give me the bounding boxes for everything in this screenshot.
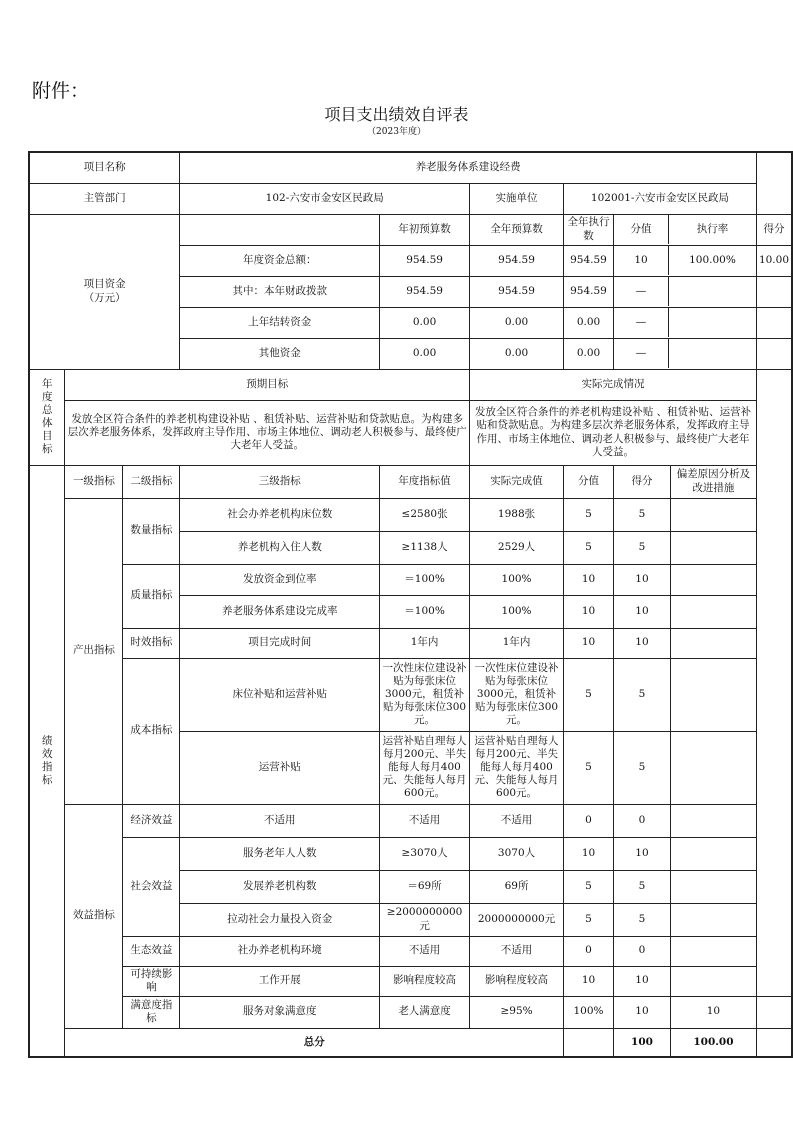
funds-unit: （万元） <box>83 291 126 304</box>
funds-header-cells <box>614 214 757 245</box>
self-evaluation-table <box>28 151 793 1058</box>
indicator-score: 0 <box>614 936 671 966</box>
indicator-deviation <box>756 996 792 1028</box>
funds-header-score: 得分 <box>756 214 792 245</box>
indicator-name: 运营补贴 <box>180 731 380 804</box>
indicator-name: 养老服务体系建设完成率 <box>180 595 380 628</box>
funds-initial: 954.59 <box>380 276 470 307</box>
header-target: 年度指标值 <box>380 465 470 498</box>
indicator-name: 拉动社会力量投入资金 <box>180 903 380 936</box>
funds-header-score-value: 分值 <box>614 215 669 244</box>
funds-header-annual: 全年预算数 <box>470 214 564 245</box>
header-actual: 实际完成值 <box>470 465 564 498</box>
level2-cost: 成本指标 <box>123 658 180 804</box>
goals-label-char: 总 <box>41 403 53 416</box>
indicator-actual: 不适用 <box>470 804 564 837</box>
header-level3: 三级指标 <box>180 465 380 498</box>
indicator-actual: 3070人 <box>470 837 564 870</box>
indicator-name: 服务老年人人数 <box>180 837 380 870</box>
indicator-score: 5 <box>614 731 671 804</box>
funds-header-initial: 年初预算数 <box>380 214 470 245</box>
indicator-target: 1年内 <box>380 628 470 658</box>
indicator-value: 0 <box>564 804 614 837</box>
indicator-deviation <box>670 531 756 564</box>
indicator-deviation <box>670 658 756 731</box>
dept-value: 102-六安市金安区民政局 <box>180 183 470 214</box>
funds-rate <box>669 277 756 306</box>
indicator-name: 工作开展 <box>180 966 380 996</box>
goals-label <box>29 369 65 465</box>
indicator-actual: 2529人 <box>470 531 564 564</box>
indicator-value: 0 <box>564 936 614 966</box>
impl-label: 实施单位 <box>470 183 564 214</box>
indicator-actual: 影响程度较高 <box>470 966 564 996</box>
funds-rate: 100.00% <box>689 253 736 266</box>
funds-exec: 954.59 <box>564 245 614 276</box>
indicator-deviation <box>670 870 756 903</box>
funds-rate <box>669 308 756 337</box>
total-score: 100.00 <box>670 1028 756 1057</box>
indicator-deviation <box>670 628 756 658</box>
indicator-target: ≥95% <box>470 996 564 1028</box>
page-title: 项目支出绩效自评表 <box>324 105 469 124</box>
indicator-target: ＝69所 <box>380 870 470 903</box>
project-name-value: 养老服务体系建设经费 <box>180 152 757 183</box>
funds-split-cell <box>614 307 757 338</box>
indicator-target: ≤2580张 <box>380 498 470 531</box>
indicator-actual: 100% <box>470 595 564 628</box>
goals-label-char: 体 <box>41 417 53 429</box>
funds-label-cell <box>29 214 180 369</box>
indicator-value: 10 <box>564 837 614 870</box>
header-deviation: 偏差原因分析及改进措施 <box>670 465 756 498</box>
indicator-target: 运营补贴自理每人每月200元、半失能每人每月400元、失能每人每月600元。 <box>380 731 470 804</box>
indicators-label <box>29 465 65 1057</box>
indicator-value: 5 <box>564 731 614 804</box>
dept-label: 主管部门 <box>29 183 180 214</box>
indicator-name: 老人满意度 <box>380 996 470 1028</box>
funds-initial: 954.59 <box>380 245 470 276</box>
indicator-target: ＝100% <box>380 564 470 595</box>
indicator-value: 10 <box>614 996 671 1028</box>
indicator-value: 10 <box>564 595 614 628</box>
expected-goal-text: 发放全区符合条件的养老机构建设补贴 、租赁补贴、运营补贴和贷款贴息。为构建多层次养老服务体系，发挥政府主导作用、市场主体地位、调动老人积极参与、最终使广大老年人受益。 <box>65 400 470 465</box>
indicator-target: 影响程度较高 <box>380 966 470 996</box>
indicator-value: 5 <box>564 903 614 936</box>
funds-score: 10.00 <box>756 245 792 276</box>
total-blank <box>564 1028 614 1057</box>
level1-satisfaction: 满意度指标 <box>123 996 180 1028</box>
indicator-actual: 100% <box>564 996 614 1028</box>
indicator-actual: 1年内 <box>470 628 564 658</box>
attachment-label: 附件： <box>32 80 90 102</box>
indicator-value: 5 <box>564 498 614 531</box>
indicator-score: 10 <box>614 837 671 870</box>
indicator-actual: 1988张 <box>470 498 564 531</box>
indicator-score: 5 <box>614 531 671 564</box>
level2-social: 社会效益 <box>123 837 180 936</box>
funds-row-name: 年度资金总额： <box>180 245 380 276</box>
header-level1: 一级指标 <box>65 465 123 498</box>
level2-ecological: 生态效益 <box>123 936 180 966</box>
indicator-deviation <box>670 903 756 936</box>
actual-goal-header: 实际完成情况 <box>470 369 757 400</box>
funds-exec: 954.59 <box>564 276 614 307</box>
header-score: 得分 <box>614 465 671 498</box>
indicator-name: 床位补贴和运营补贴 <box>180 658 380 731</box>
funds-score-value: — <box>614 277 669 306</box>
indicator-name: 不适用 <box>180 804 380 837</box>
funds-rate <box>669 339 756 368</box>
project-name-label: 项目名称 <box>29 152 180 183</box>
funds-header-rate: 执行率 <box>696 222 729 235</box>
funds-annual: 0.00 <box>470 338 564 369</box>
funds-initial: 0.00 <box>380 307 470 338</box>
indicator-score: 10 <box>614 966 671 996</box>
indicator-name: 发展养老机构数 <box>180 870 380 903</box>
funds-row-name: 其中：本年财政拨款 <box>180 276 380 307</box>
total-deviation <box>756 1028 792 1057</box>
indicator-deviation <box>670 731 756 804</box>
indicator-deviation <box>670 595 756 628</box>
indicator-score: 5 <box>614 903 671 936</box>
funds-exec: 0.00 <box>564 307 614 338</box>
level1-output: 产出指标 <box>65 498 123 804</box>
funds-score <box>756 338 792 369</box>
indicator-score: 0 <box>614 804 671 837</box>
funds-row-name: 上年结转资金 <box>180 307 380 338</box>
indicator-target: ≥2000000000元 <box>380 903 470 936</box>
indicator-target: ≥1138人 <box>380 531 470 564</box>
goals-label-char: 目 <box>41 430 53 443</box>
funds-split-cell <box>614 338 757 369</box>
funds-header-exec: 全年执行数 <box>564 214 614 245</box>
indicator-name: 项目完成时间 <box>180 628 380 658</box>
indicator-deviation <box>670 498 756 531</box>
year-subtitle: （2023年度） <box>367 127 426 137</box>
funds-exec: 0.00 <box>564 338 614 369</box>
funds-score <box>756 276 792 307</box>
indicator-actual: 100% <box>470 564 564 595</box>
funds-score <box>756 307 792 338</box>
indicator-score: 5 <box>614 658 671 731</box>
indicator-name: 发放资金到位率 <box>180 564 380 595</box>
funds-split-cell <box>614 245 757 276</box>
indicator-value: 5 <box>564 870 614 903</box>
indicators-label-char: 标 <box>41 773 53 786</box>
indicator-value: 10 <box>564 628 614 658</box>
indicator-actual: 69所 <box>470 870 564 903</box>
header-value: 分值 <box>564 465 614 498</box>
total-value: 100 <box>614 1028 671 1057</box>
header-level2: 二级指标 <box>123 465 180 498</box>
indicators-label-char: 效 <box>41 747 53 760</box>
funds-initial: 0.00 <box>380 338 470 369</box>
indicator-target: 不适用 <box>380 936 470 966</box>
funds-split-cell <box>614 276 757 307</box>
funds-annual: 0.00 <box>470 307 564 338</box>
indicator-value: 10 <box>564 966 614 996</box>
indicator-deviation <box>670 936 756 966</box>
indicator-score: 10 <box>614 628 671 658</box>
indicator-target: ＝100% <box>380 595 470 628</box>
indicator-actual: 一次性床位建设补贴为每张床位3000元，租赁补贴为每张床位300元。 <box>470 658 564 731</box>
funds-label: 项目资金 <box>83 278 126 291</box>
indicator-name: 养老机构入住人数 <box>180 531 380 564</box>
indicator-actual: 运营补贴自理每人每月200元、半失能每人每月400元、失能每人每月600元。 <box>470 731 564 804</box>
expected-goal-header: 预期目标 <box>65 369 470 400</box>
funds-header-blank <box>180 214 380 245</box>
goals-label-char: 年 <box>41 377 53 390</box>
indicator-score: 5 <box>614 870 671 903</box>
actual-goal-text: 发放全区符合条件的养老机构建设补贴 、租赁补贴、运营补贴和贷款贴息。为构建多层次养老服务体系，发挥政府主导作用、市场主体地位、调动老人积极参与、最终使广大老年人受益。 <box>470 400 757 465</box>
indicator-actual: 2000000000元 <box>470 903 564 936</box>
indicator-value: 5 <box>564 658 614 731</box>
indicator-deviation <box>670 804 756 837</box>
indicator-target: 一次性床位建设补贴为每张床位3000元，租赁补贴为每张床位300元。 <box>380 658 470 731</box>
level2-service: 服务对象满意度 <box>180 996 380 1028</box>
funds-score-value: — <box>614 308 669 337</box>
funds-score-value: 10 <box>614 246 669 275</box>
indicator-deviation <box>670 564 756 595</box>
level2-sustainable: 可持续影响 <box>123 966 180 996</box>
indicator-deviation <box>670 837 756 870</box>
total-label: 总分 <box>65 1028 564 1057</box>
level1-benefit: 效益指标 <box>65 804 123 1028</box>
goals-label-char: 度 <box>41 390 53 403</box>
level2-economic: 经济效益 <box>123 804 180 837</box>
indicators-label-char: 绩 <box>41 734 53 747</box>
indicator-score: 10 <box>614 564 671 595</box>
funds-annual: 954.59 <box>470 276 564 307</box>
goals-label-char: 标 <box>41 443 53 456</box>
indicator-score: 10 <box>614 595 671 628</box>
funds-annual: 954.59 <box>470 245 564 276</box>
indicators-label-char: 指 <box>41 760 53 773</box>
impl-value: 102001-六安市金安区民政局 <box>564 183 757 214</box>
funds-score-value: — <box>614 339 669 368</box>
indicator-name: 社办养老机构环境 <box>180 936 380 966</box>
indicator-score: 10 <box>670 996 756 1028</box>
indicator-actual: 不适用 <box>470 936 564 966</box>
indicator-value: 10 <box>564 564 614 595</box>
indicator-name: 社会办养老机构床位数 <box>180 498 380 531</box>
funds-row-name: 其他资金 <box>180 338 380 369</box>
level2-quality: 质量指标 <box>123 564 180 628</box>
level2-quantity: 数量指标 <box>123 498 180 564</box>
indicator-deviation <box>670 966 756 996</box>
level2-time: 时效指标 <box>123 628 180 658</box>
indicator-target: 不适用 <box>380 804 470 837</box>
indicator-value: 5 <box>564 531 614 564</box>
indicator-score: 5 <box>614 498 671 531</box>
indicator-target: ≥3070人 <box>380 837 470 870</box>
